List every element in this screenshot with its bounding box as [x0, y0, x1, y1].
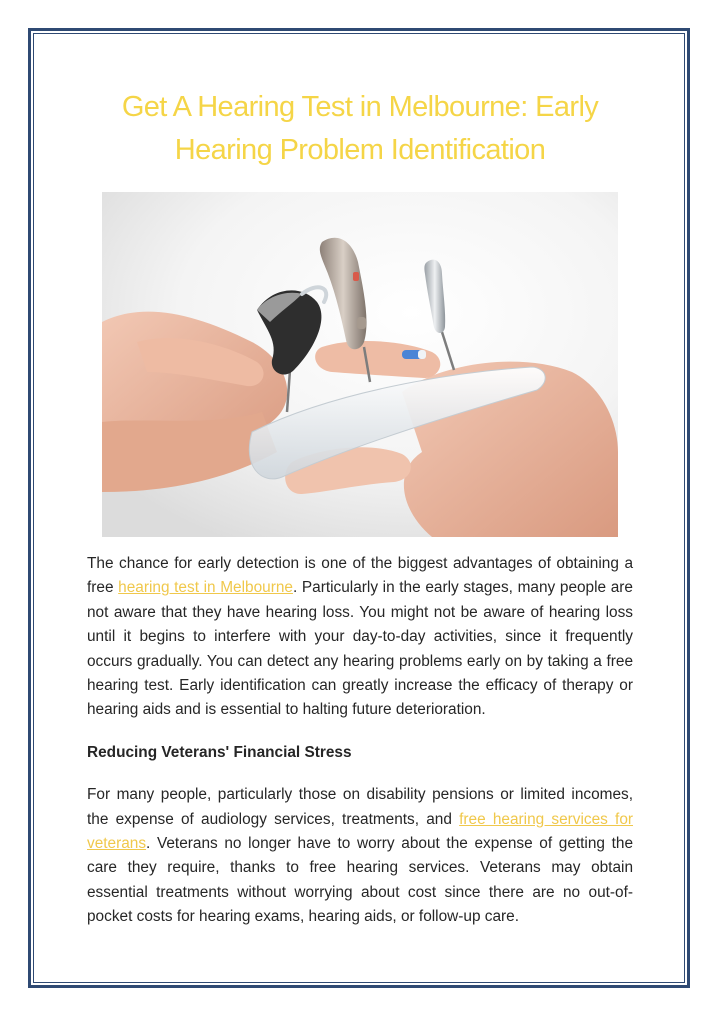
- free-hearing-services-veterans-link[interactable]: free hearing services for veterans: [87, 810, 634, 853]
- paragraph-veterans: [87, 783, 633, 929]
- section-heading: Reducing Veterans' Financial Stress: [87, 743, 352, 761]
- para2-text-start: For many people, particularly those on disability pensions or limited incomes, the expense of audiology services, treatments, and: [87, 786, 633, 828]
- article-body: [87, 552, 633, 930]
- paragraph-early-detection: [87, 552, 633, 723]
- title-line-1: Get A Hearing Test in Melbourne: Early: [121, 91, 599, 123]
- para2-text-end: . Veterans no longer have to worry about the expense of getting the care they require, thanks to free hearing services. Veterans may obtain essential treatments without worrying about cost since there are no out-of-pocket costs for hearing exams, hearing aids, or follow-up care.: [87, 835, 633, 926]
- hearing-aids-photo: [102, 192, 618, 537]
- page-title: [60, 86, 660, 172]
- para1-text-start: The chance for early detection is one of the biggest advantages of obtaining a free: [87, 555, 633, 597]
- hearing-test-melbourne-link[interactable]: hearing test in Melbourne: [118, 579, 293, 597]
- para1-text-end: . Particularly in the early stages, many people are not aware that they have hearing loss. You might not be aware of hearing loss until it begins to interfere with your day-to-day activities, since it frequently occurs gradually. You can detect any hearing problems early on by taking a free hearing test. Early identification can greatly increase the efficacy of therapy or hearing aids and is essential to halting future deterioration.: [87, 579, 633, 719]
- title-line-2: Hearing Problem Identification: [174, 134, 546, 166]
